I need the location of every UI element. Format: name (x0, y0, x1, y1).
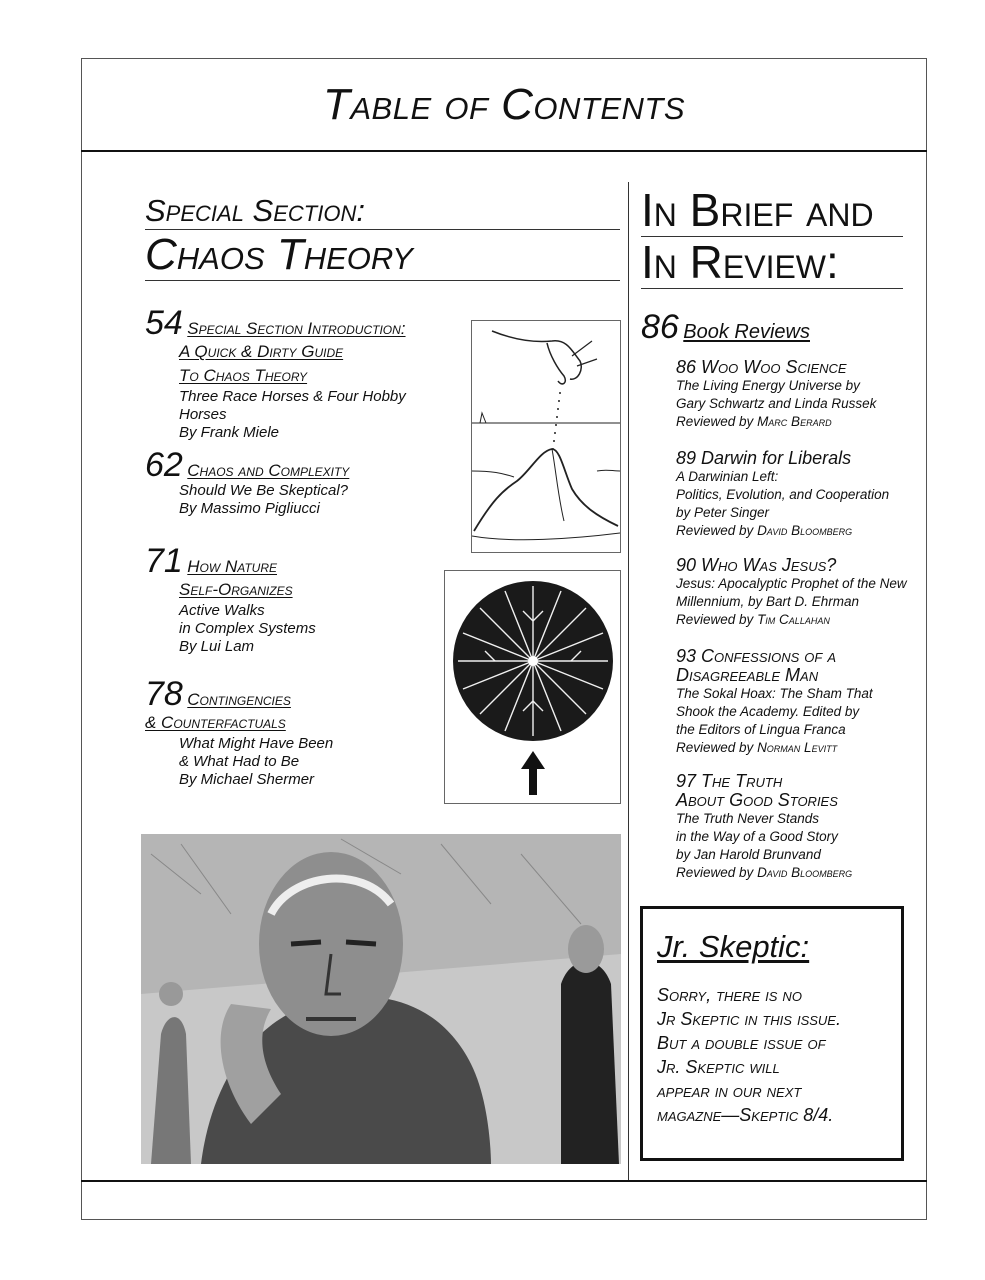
review-line: the Editors of Lingua Franca (676, 722, 846, 737)
review-line: Millennium, by Bart D. Ehrman (676, 594, 860, 609)
review-line: by Jan Harold Brunvand (676, 847, 821, 862)
special-section-label: Special Section: (145, 193, 620, 230)
title-rule (81, 150, 927, 152)
reviewed-by-label: Reviewed by (676, 414, 754, 429)
review-title: Darwin for Liberals (701, 448, 852, 468)
review-page: 93 (676, 646, 697, 666)
entry-title: Chaos and Complexity (187, 461, 350, 480)
entry-description: What Might Have Been (179, 735, 334, 752)
review-page: 89 (676, 448, 697, 468)
reviewer-name: David Bloomberg (757, 865, 853, 880)
entry-page-number: 78 (145, 675, 183, 713)
entry-author: By Massimo Pigliucci (179, 500, 320, 517)
jr-skeptic-title: Jr. Skeptic: (657, 929, 810, 964)
entry-title: Special Section Introduction: (187, 319, 406, 338)
entry-description: Should We Be Skeptical? (179, 482, 348, 499)
review-item[interactable] (676, 358, 916, 431)
review-page: 97 (676, 771, 697, 791)
entry-description: & What Had to Be (179, 753, 300, 770)
reviewed-by-label: Reviewed by (676, 865, 754, 880)
review-item[interactable] (676, 556, 916, 629)
book-reviews-entry[interactable] (641, 308, 810, 347)
entry-title: Contingencies (187, 690, 291, 709)
review-title-line2: About Good Stories (676, 790, 838, 810)
entry-author: By Frank Miele (179, 424, 280, 441)
entry-page-number: 54 (145, 304, 183, 342)
review-line: by Peter Singer (676, 505, 770, 520)
review-item[interactable] (676, 772, 916, 882)
review-line: Jesus: Apocalyptic Prophet of the New (676, 576, 907, 591)
page-title: Table of Contents (322, 80, 686, 129)
entry-subtitle: To Chaos Theory (179, 366, 308, 385)
toc-entry-78[interactable] (145, 677, 445, 789)
bottom-rule (81, 1180, 927, 1182)
reviewed-by-label: Reviewed by (676, 523, 754, 538)
in-brief-heading-1: In Brief and (641, 184, 903, 237)
toc-entry-54[interactable] (145, 306, 445, 442)
review-line: The Sokal Hoax: The Sham That (676, 686, 873, 701)
reviewer-name: Marc Berard (757, 414, 832, 429)
review-line: The Living Energy Universe by (676, 378, 860, 393)
toc-entry-71[interactable] (145, 544, 445, 656)
reviewed-by-label: Reviewed by (676, 612, 754, 627)
review-title: The Truth (701, 771, 783, 791)
special-section-topic: Chaos Theory (145, 230, 620, 281)
entry-author: By Michael Shermer (179, 771, 315, 788)
toc-entry-62[interactable] (145, 448, 445, 518)
jr-skeptic-line: Jr. Skeptic will (657, 1057, 780, 1077)
review-line: A Darwinian Left: (676, 469, 779, 484)
review-line: The Truth Never Stands (676, 811, 820, 826)
reviewer-name: David Bloomberg (757, 523, 853, 538)
reviewer-name: Tim Callahan (757, 612, 830, 627)
jr-skeptic-line: Sorry, there is no (657, 985, 802, 1005)
review-title: Confessions of a (701, 646, 837, 666)
entry-author: By Lui Lam (179, 638, 255, 655)
jr-skeptic-box (640, 906, 904, 1161)
jr-skeptic-line: Jr Skeptic in this issue. (657, 1009, 841, 1029)
review-page: 86 (676, 357, 697, 377)
entry-subtitle: A Quick & Dirty Guide (179, 342, 344, 361)
review-page: 90 (676, 555, 697, 575)
entry-description: Three Race Horses & Four Hobby Horses (179, 388, 406, 423)
review-title-line2: Disagreeable Man (676, 665, 819, 685)
review-line: in the Way of a Good Story (676, 829, 838, 844)
entry-title: How Nature (187, 557, 277, 576)
review-line: Gary Schwartz and Linda Russek (676, 396, 877, 411)
in-brief-heading-2: In Review: (641, 236, 903, 289)
sandpile-drawing (472, 321, 620, 552)
entry-title-line2: & Counterfactuals (145, 713, 286, 732)
jr-skeptic-line: But a double issue of (657, 1033, 826, 1053)
entry-description: in Complex Systems (179, 620, 316, 637)
portrait-painting (141, 834, 621, 1164)
book-reviews-page: 86 (641, 308, 679, 346)
reviewer-name: Norman Levitt (757, 740, 838, 755)
review-line: Shook the Academy. Edited by (676, 704, 860, 719)
review-line: Politics, Evolution, and Cooperation (676, 487, 890, 502)
review-item[interactable] (676, 647, 916, 757)
column-divider (628, 182, 629, 1180)
review-title: Woo Woo Science (701, 357, 847, 377)
entry-description: Active Walks (179, 602, 265, 619)
review-item[interactable] (676, 449, 916, 540)
jr-skeptic-line: appear in our next (657, 1081, 802, 1101)
review-title: Who Was Jesus? (701, 555, 837, 575)
entry-page-number: 71 (145, 542, 183, 580)
entry-title-line2: Self-Organizes (179, 580, 293, 599)
portrait-drawing (141, 834, 621, 1164)
fractal-disc-drawing (445, 571, 620, 803)
sandpile-illustration (471, 320, 621, 553)
book-reviews-label: Book Reviews (683, 321, 810, 343)
jr-skeptic-line: magazne—Skeptic 8/4. (657, 1105, 834, 1125)
fractal-growth-illustration (444, 570, 621, 804)
entry-page-number: 62 (145, 446, 183, 484)
reviewed-by-label: Reviewed by (676, 740, 754, 755)
